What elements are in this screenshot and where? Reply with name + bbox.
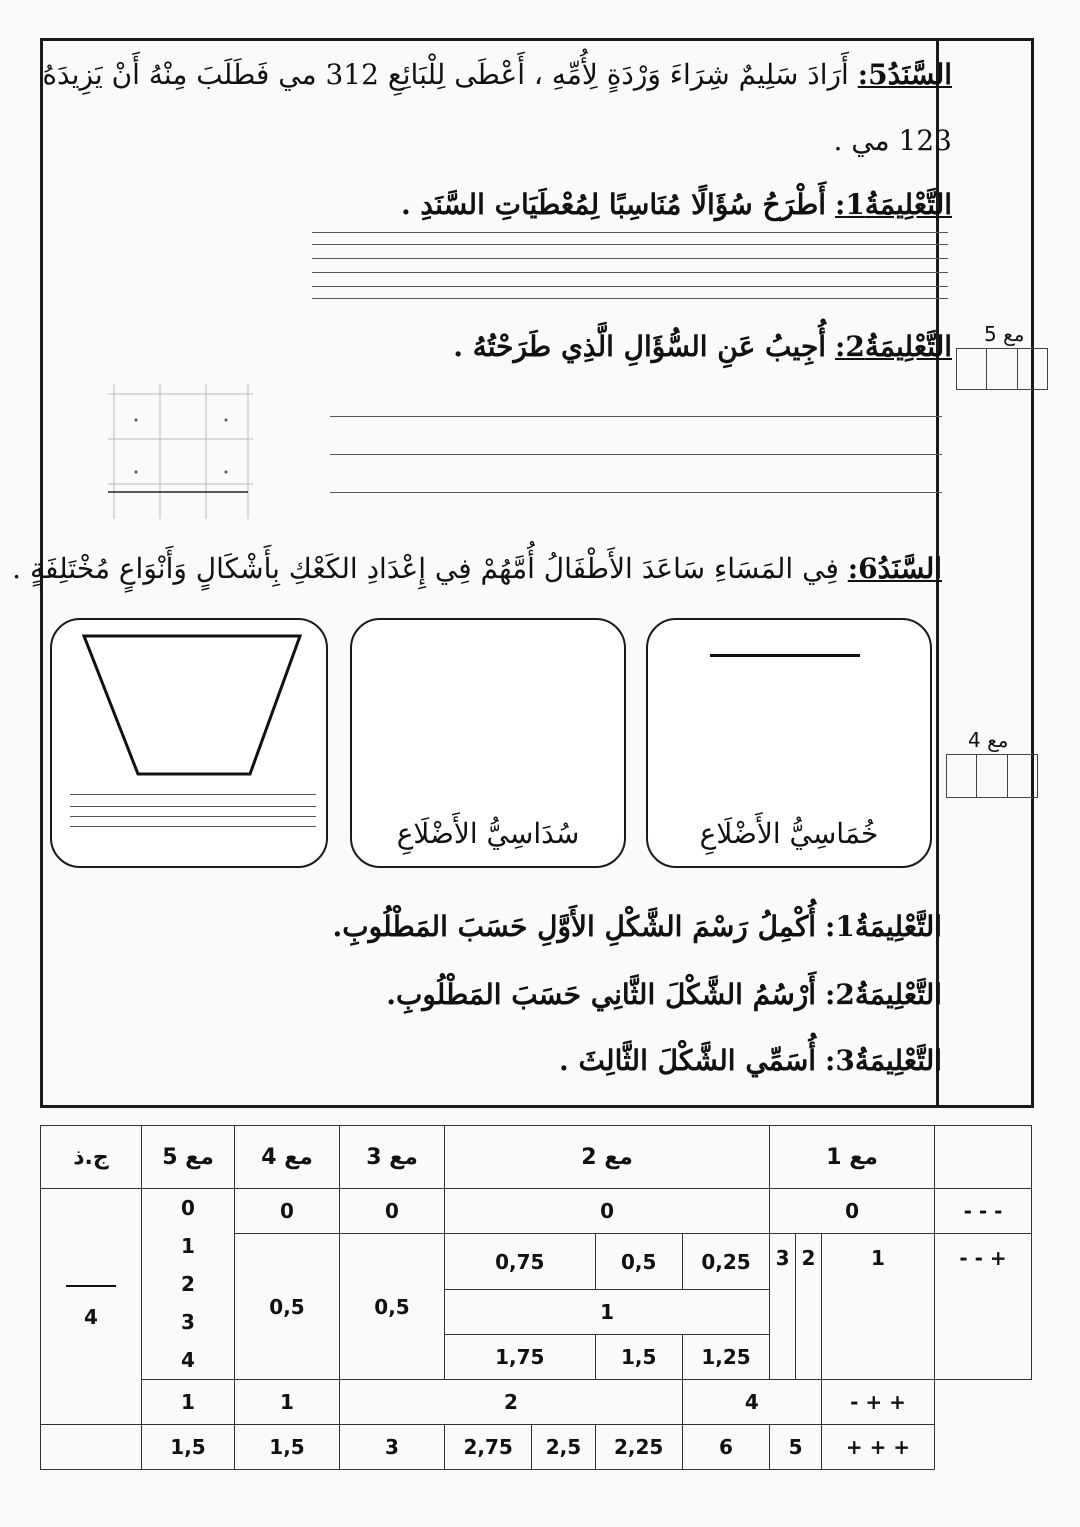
shape-card-trapezoid bbox=[50, 618, 328, 868]
cell: 1 bbox=[235, 1380, 340, 1425]
cell: 2,5 bbox=[532, 1425, 595, 1470]
answer-line[interactable] bbox=[70, 794, 316, 795]
header-m2: مع 2 bbox=[445, 1126, 770, 1189]
answer-line[interactable] bbox=[70, 816, 316, 817]
sanad5-label: السَّنَدُ5: bbox=[857, 58, 952, 91]
cell: 2 bbox=[796, 1234, 822, 1380]
cell: 0,5 bbox=[595, 1234, 682, 1290]
score-label-4: مع 4 bbox=[968, 728, 1009, 752]
table-row bbox=[41, 1189, 1032, 1234]
table-header-row bbox=[41, 1126, 1032, 1189]
task1-label: التَّعْلِيمَةُ1: bbox=[834, 188, 952, 221]
cell: 1 bbox=[142, 1380, 235, 1425]
jd-cell: 4 bbox=[41, 1189, 142, 1425]
cell: 0 bbox=[770, 1189, 935, 1234]
task2-text: أَرْسُمُ الشَّكْلَ الثَّانِي حَسَبَ المَطْلُوبِ. bbox=[386, 978, 817, 1011]
task1-text: أُكْمِلُ رَسْمَ الشَّكْلِ الأَوَّلِ حَسَبَ المَطْلُوبِ. bbox=[332, 910, 817, 943]
m5-scale-cell: 0 1 2 3 4 bbox=[142, 1189, 235, 1380]
cell: 2 bbox=[340, 1380, 683, 1425]
fraction-bar bbox=[66, 1285, 116, 1287]
header-m1: مع 1 bbox=[770, 1126, 935, 1189]
shape-card-pentagon bbox=[646, 618, 932, 868]
answer-line[interactable] bbox=[312, 232, 948, 233]
cell: 1,75 bbox=[445, 1335, 596, 1380]
task1-text: أَطْرَحُ سُؤَالًا مُنَاسِبًا لِمُعْطَيَاتِ السَّنَدِ . bbox=[400, 188, 827, 221]
task2-label: التَّعْلِيمَةُ2: bbox=[824, 978, 942, 1011]
sanad5-line2: 123 مي . bbox=[833, 124, 952, 157]
table-row bbox=[41, 1380, 1032, 1425]
header-m4: مع 4 bbox=[235, 1126, 340, 1189]
score-box-4[interactable] bbox=[946, 754, 1038, 798]
pentagon-starter-line bbox=[710, 654, 860, 657]
cell bbox=[41, 1425, 142, 1470]
cell: 5 bbox=[770, 1425, 822, 1470]
cell: 0 bbox=[235, 1189, 340, 1234]
answer-line[interactable] bbox=[312, 258, 948, 259]
cell: 1,5 bbox=[142, 1425, 235, 1470]
row-label: + + + bbox=[821, 1425, 934, 1470]
shape-card-hexagon[interactable] bbox=[350, 618, 626, 868]
cell: 0,5 bbox=[340, 1234, 445, 1380]
cell: 0,25 bbox=[682, 1234, 769, 1290]
header-jd: ج.ذ bbox=[41, 1126, 142, 1189]
cell: 1,25 bbox=[682, 1335, 769, 1380]
sanad6-text: فِي المَسَاءِ سَاعَدَ الأَطْفَالُ أُمَّهُمْ فِي إِعْدَادِ الكَعْكِ بِأَشْكَالٍ وَأَنْوَاعٍ مُخْتَلِفَةٍ . bbox=[12, 552, 839, 585]
cell: 1 bbox=[821, 1234, 934, 1380]
cell: 1,5 bbox=[235, 1425, 340, 1470]
header-blank bbox=[935, 1126, 1032, 1189]
row-label: - + + bbox=[821, 1380, 934, 1425]
task3-label: التَّعْلِيمَةُ3: bbox=[824, 1044, 942, 1077]
sanad5-text: أَرَادَ سَلِيمٌ شِرَاءَ وَرْدَةٍ لِأُمِّهِ ، أَعْطَى لِلْبَائِعِ 312 مي فَطَلَبَ مِنْهُ أَنْ يَزِيدَهُ bbox=[42, 58, 849, 91]
task3-text: أُسَمِّي الشَّكْلَ الثَّالِثَ . bbox=[559, 1044, 817, 1077]
sanad6-task2 bbox=[386, 978, 942, 1011]
cell: 1 bbox=[445, 1290, 770, 1335]
score-label-5: مع 5 bbox=[984, 322, 1025, 346]
table-row bbox=[41, 1425, 1032, 1470]
answer-line[interactable] bbox=[70, 826, 316, 827]
sanad5-task2 bbox=[453, 330, 952, 363]
grading-table bbox=[40, 1125, 1032, 1470]
calculation-grid[interactable] bbox=[108, 384, 253, 519]
sanad6-line1 bbox=[12, 552, 942, 585]
answer-line[interactable] bbox=[330, 416, 942, 417]
task2-text: أُجِيبُ عَنِ السُّؤَالِ الَّذِي طَرَحْتُهُ . bbox=[453, 330, 827, 363]
cell: 0,5 bbox=[235, 1234, 340, 1380]
row-label: - - - bbox=[935, 1189, 1032, 1234]
score-box-5[interactable] bbox=[956, 348, 1048, 390]
sanad5-line1 bbox=[42, 58, 952, 91]
sanad6-task1 bbox=[333, 910, 942, 943]
answer-line[interactable] bbox=[312, 286, 948, 287]
answer-line[interactable] bbox=[312, 298, 948, 299]
cell: 1,5 bbox=[595, 1335, 682, 1380]
sanad6-task3 bbox=[559, 1044, 942, 1077]
cell: 2,25 bbox=[595, 1425, 682, 1470]
pentagon-label: خُمَاسِيُّ الأَضْلَاعِ bbox=[699, 817, 879, 850]
cell: 0 bbox=[340, 1189, 445, 1234]
cell: 0 bbox=[445, 1189, 770, 1234]
header-m5: مع 5 bbox=[142, 1126, 235, 1189]
row-label: - - + bbox=[935, 1234, 1032, 1380]
task1-label: التَّعْلِيمَةُ1: bbox=[824, 910, 942, 943]
task2-label: التَّعْلِيمَةُ2: bbox=[834, 330, 952, 363]
cell: 4 bbox=[682, 1380, 821, 1425]
answer-line[interactable] bbox=[330, 454, 942, 455]
sanad5-task1 bbox=[401, 188, 952, 221]
trapezoid-shape bbox=[76, 630, 306, 780]
answer-line[interactable] bbox=[312, 272, 948, 273]
answer-line[interactable] bbox=[312, 244, 948, 245]
answer-line[interactable] bbox=[70, 806, 316, 807]
hexagon-label: سُدَاسِيُّ الأَضْلَاعِ bbox=[396, 817, 580, 850]
header-m3: مع 3 bbox=[340, 1126, 445, 1189]
cell: 3 bbox=[340, 1425, 445, 1470]
sanad6-label: السَّنَدُ6: bbox=[847, 552, 942, 585]
cell: 6 bbox=[682, 1425, 769, 1470]
answer-line[interactable] bbox=[330, 492, 942, 493]
cell: 0,75 bbox=[445, 1234, 596, 1290]
cell: 3 bbox=[770, 1234, 796, 1380]
cell: 2,75 bbox=[445, 1425, 532, 1470]
